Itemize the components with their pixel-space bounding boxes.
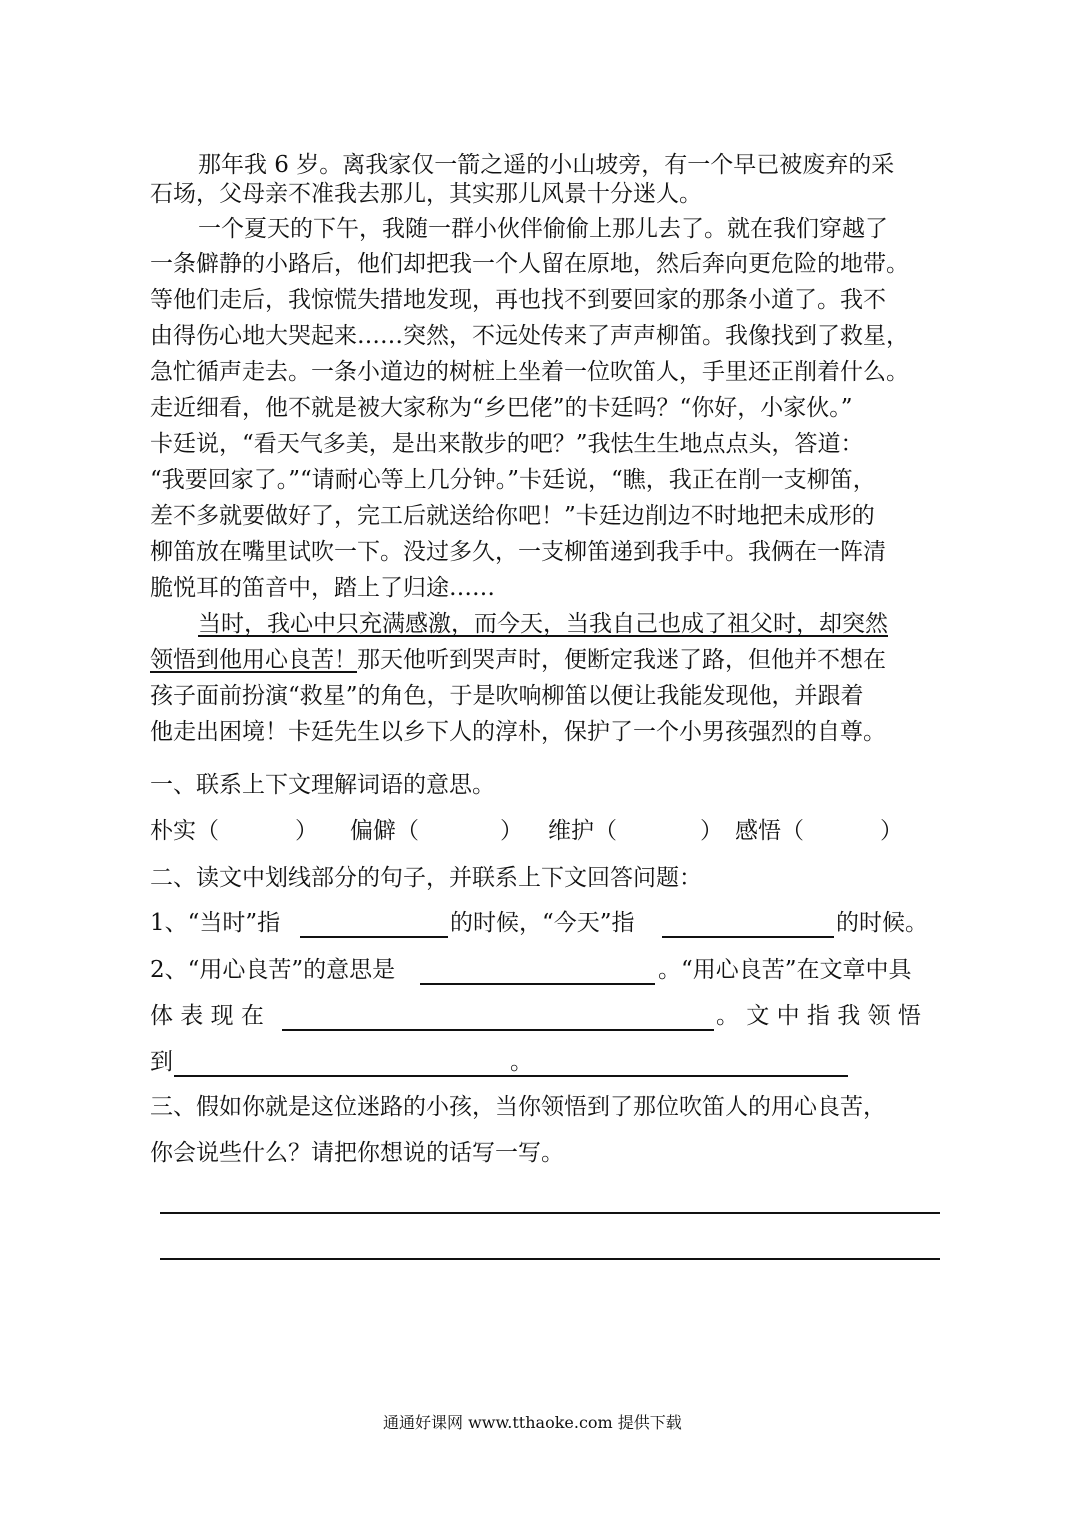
passage-line-13: 脆悦耳的笛音中，踏上了归途…… [150, 575, 495, 601]
answer-blank-jintian[interactable] [662, 936, 834, 938]
passage-line-9: 卡廷说，“看天气多美，是出来散步的吧？”我怯生生地点点头，答道： [150, 431, 864, 457]
question-1-title: 一、联系上下文理解词语的意思。 [150, 772, 495, 798]
passage-line-5: 等他们走后，我惊慌失措地发现，再也找不到要回家的那条小道了。我不 [150, 287, 886, 313]
passage-line-3: 一个夏天的下午，我随一群小伙伴偷偷上那儿去了。就在我们穿越了 [198, 216, 888, 242]
passage-line-16: 孩子面前扮演“救星”的角色，于是吹响柳笛以便让我能发现他，并跟着 [150, 683, 864, 709]
q1-paren-1: ） [295, 818, 318, 844]
question-3-line-1: 三、假如你就是这位迷路的小孩，当你领悟到了那位吹笛人的用心良苦， [150, 1094, 886, 1120]
passage-line-7: 急忙循声走去。一条小道边的树桩上坐着一位吹笛人，手里还正削着什么。 [150, 359, 909, 385]
q2-2-line3-period: 。 [510, 1049, 533, 1075]
passage-line-10: “我要回家了。”“请耐心等上几分钟。”卡廷说，“瞧，我正在削一支柳笛， [150, 467, 876, 493]
underlined-sentence-part-2: 领悟到他用心良苦！ [150, 647, 357, 673]
q1-paren-3: ） [700, 818, 723, 844]
q2-2-line2-prefix: 体 表 现 在 [150, 1003, 264, 1029]
answer-blank-manifestation[interactable] [282, 1029, 714, 1031]
passage-line-17: 他走出困境！卡廷先生以乡下人的淳朴，保护了一个小男孩强烈的自尊。 [150, 719, 886, 745]
question-3-line-2: 你会说些什么？请把你想说的话写一写。 [150, 1140, 564, 1166]
q2-2-line3-prefix: 到 [150, 1049, 173, 1075]
passage-line-8: 走近细看，他不就是被大家称为“乡巴佬”的卡廷吗？“你好，小家伙。” [150, 395, 853, 421]
q2-2-line2-suffix: 。 文 中 指 我 领 悟 [716, 1003, 921, 1029]
passage-line-2: 石场，父母亲不准我去那儿，其实那儿风景十分迷人。 [150, 181, 702, 207]
answer-blank-meaning[interactable] [420, 983, 655, 985]
q2-2-prefix: 2、“用心良苦”的意思是 [150, 957, 396, 983]
answer-line-1[interactable] [160, 1212, 940, 1214]
answer-line-2[interactable] [160, 1258, 940, 1260]
passage-line-4: 一条僻静的小路后，他们却把我一个人留在原地，然后奔向更危险的地带。 [150, 251, 909, 277]
question-2-title: 二、读文中划线部分的句子，并联系上下文回答问题： [150, 865, 702, 891]
passage-line-12: 柳笛放在嘴里试吹一下。没过多久，一支柳笛递到我手中。我俩在一阵清 [150, 539, 886, 565]
q1-paren-2: ） [500, 818, 523, 844]
q1-word-1: 朴实（ [150, 818, 219, 844]
passage-line-6: 由得伤心地大哭起来……突然，不远处传来了声声柳笛。我像找到了救星， [150, 323, 909, 349]
q1-word-4: 感悟（ [735, 818, 804, 844]
q1-word-2: 偏僻（ [350, 818, 419, 844]
q2-1-suffix: 的时候。 [836, 910, 928, 936]
passage-line-15 [150, 645, 886, 675]
passage-line-15-rest: 那天他听到哭声时，便断定我迷了路，但他并不想在 [357, 647, 886, 673]
passage-line-11: 差不多就要做好了，完工后就送给你吧！”卡廷边削边不时地把未成形的 [150, 503, 875, 529]
footer-source: 通通好课网 www.tthaoke.com 提供下载 [383, 1413, 682, 1432]
q2-2-middle: 。“用心良苦”在文章中具 [658, 957, 912, 983]
q1-word-3: 维护（ [548, 818, 617, 844]
answer-blank-dangshi[interactable] [300, 936, 448, 938]
q2-1-middle: 的时候，“今天”指 [450, 910, 635, 936]
q1-paren-4: ） [880, 818, 903, 844]
q2-1-prefix: 1、“当时”指 [150, 910, 281, 936]
underlined-sentence-part-1: 当时，我心中只充满感激，而今天，当我自己也成了祖父时，却突然 [198, 611, 888, 637]
passage-line-1: 那年我 6 岁。离我家仅一箭之遥的小山坡旁，有一个早已被废弃的采 [198, 152, 895, 178]
